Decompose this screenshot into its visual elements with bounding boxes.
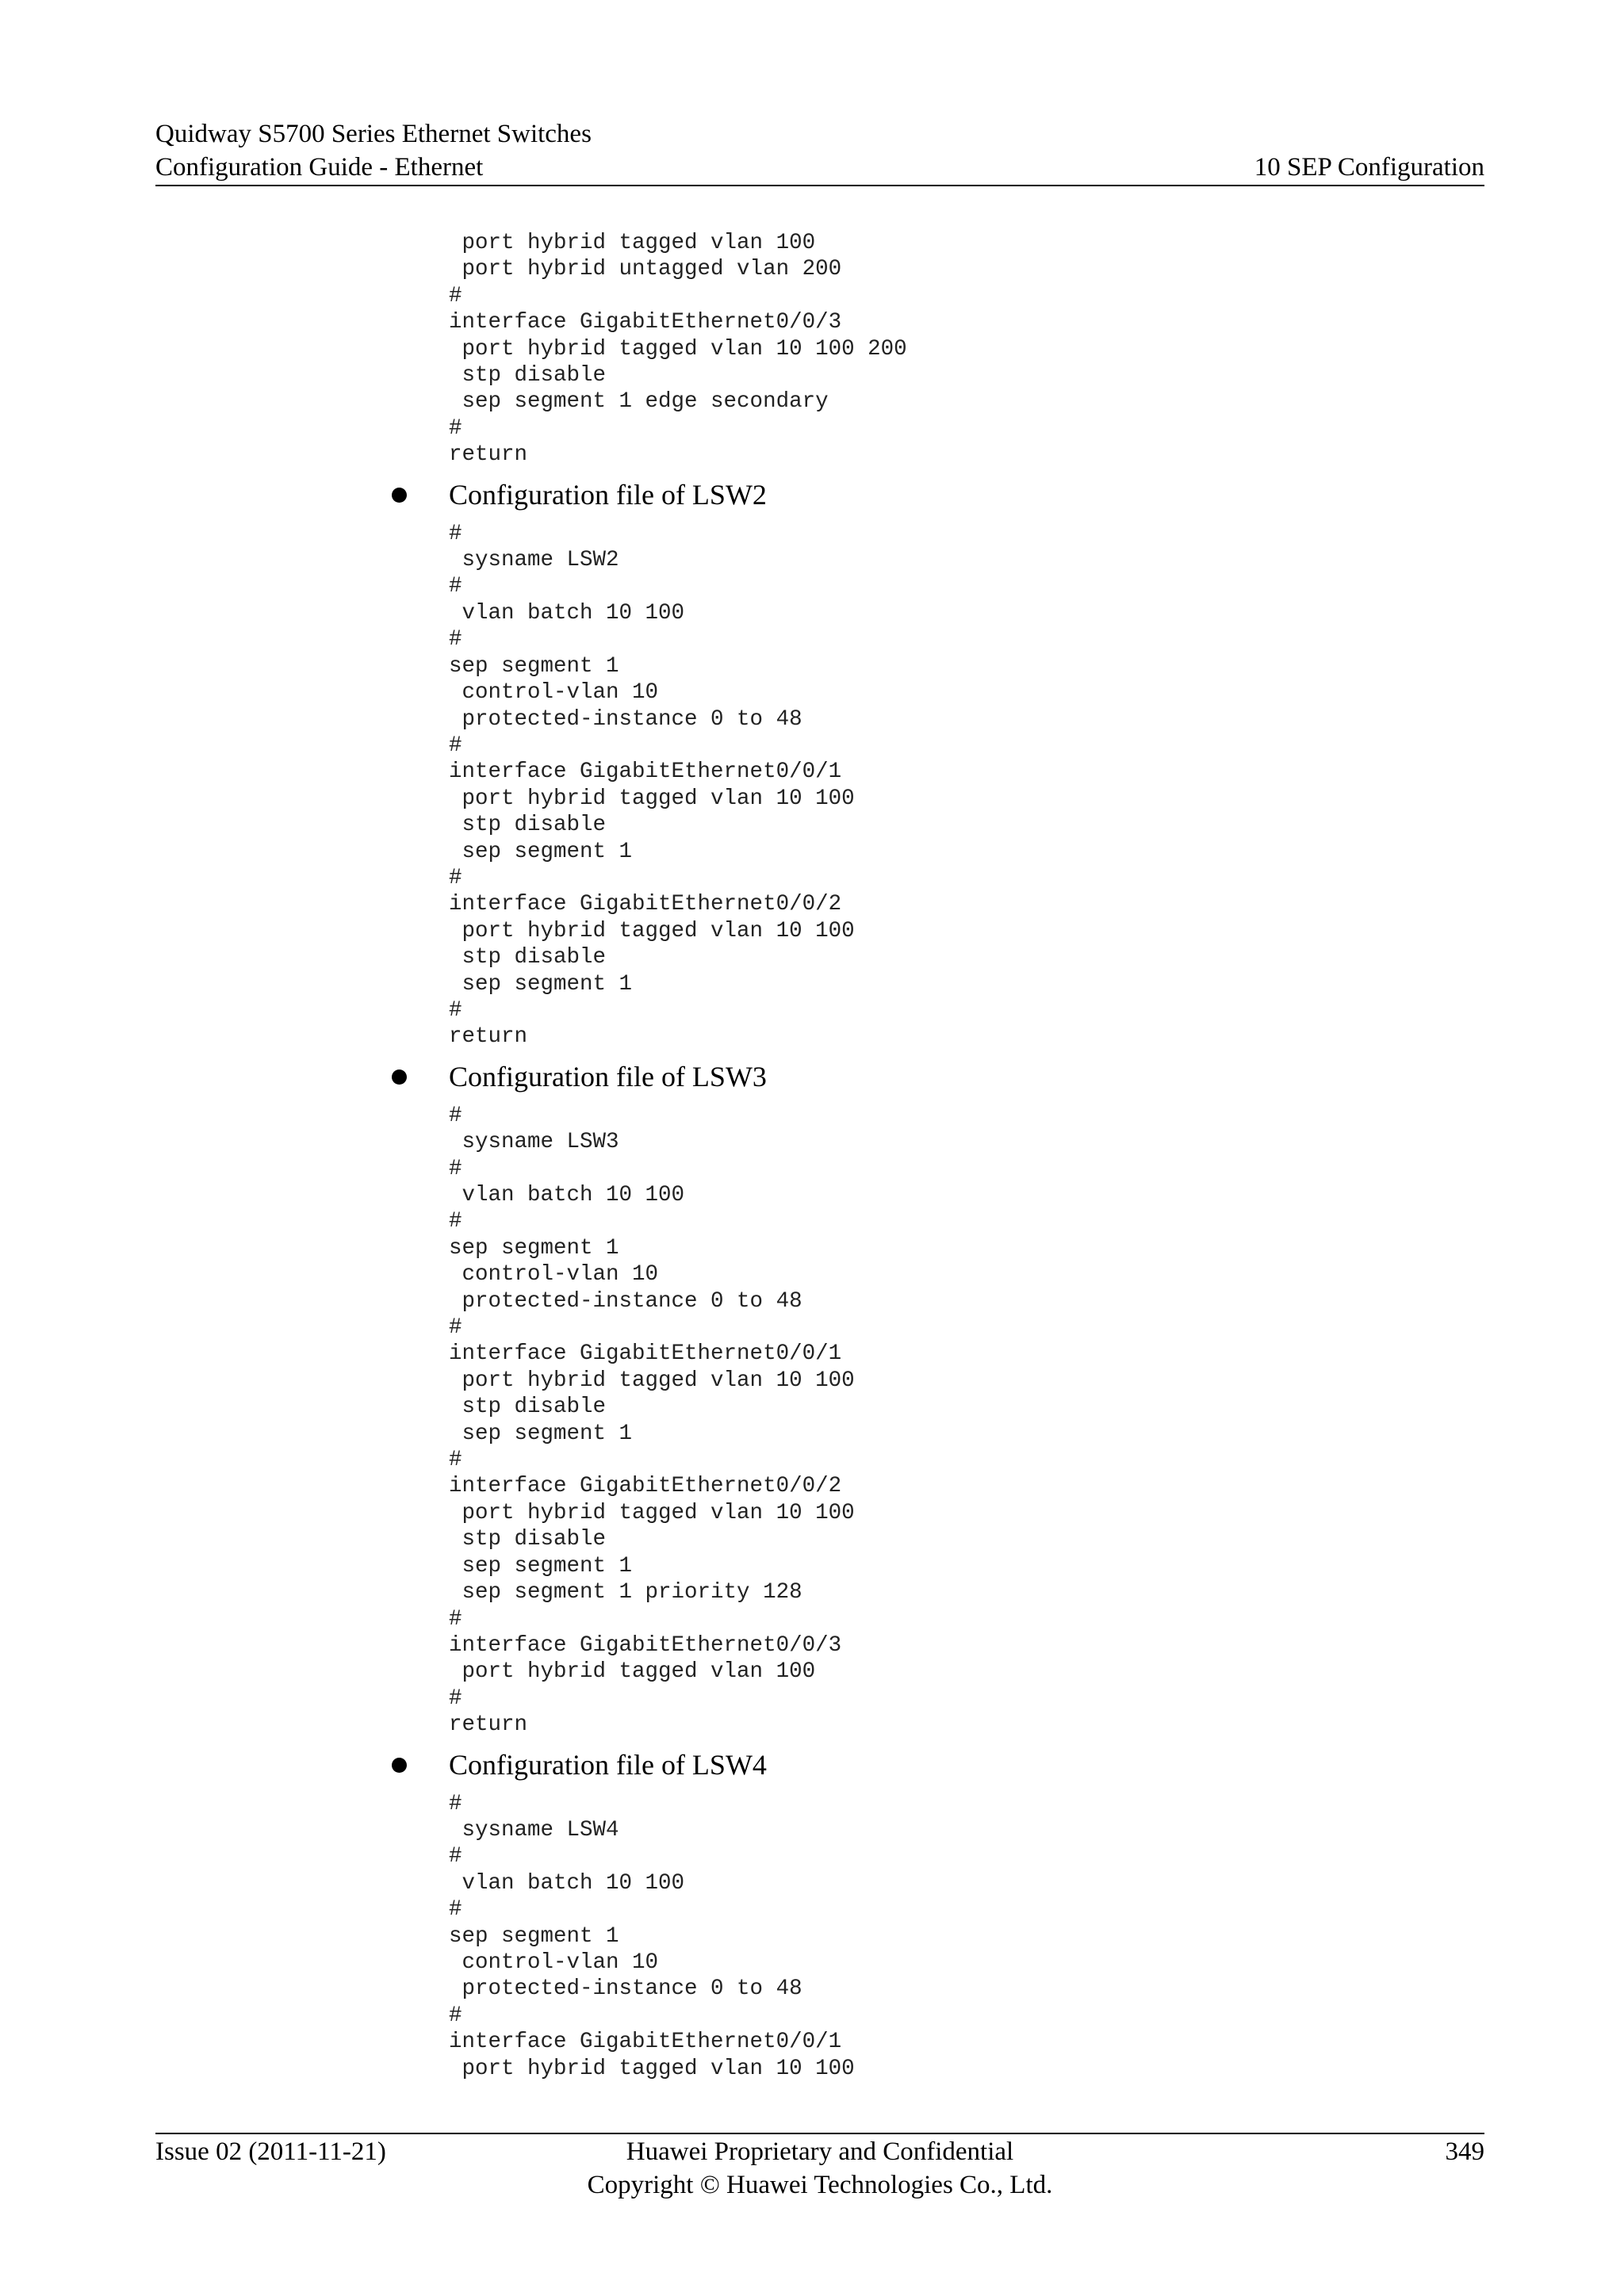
bullet-icon [392, 1758, 407, 1773]
header-divider [155, 185, 1484, 186]
code-block-lsw1-tail: port hybrid tagged vlan 100 port hybrid untagged vlan 200 # interface GigabitEthernet0/0/3 port hybrid tagged vlan 10 100 200 stp disable sep segment 1 edge secondary # return [449, 231, 907, 468]
section-heading-lsw3 [155, 1050, 1484, 1103]
page-header [155, 117, 1484, 184]
code-block-lsw4: # sysname LSW4 # vlan batch 10 100 # sep segment 1 control-vlan 10 protected-instance 0 to 48 # interface GigabitEthernet0/0/1 port hybrid tagged vlan 10 100 [449, 1791, 855, 2081]
footer-divider [155, 2133, 1484, 2134]
footer-center [155, 2135, 1484, 2202]
section-title-lsw4: Configuration file of LSW4 [449, 1748, 767, 1781]
code-block-lsw3: # sysname LSW3 # vlan batch 10 100 # sep segment 1 control-vlan 10 protected-instance 0 to 48 # interface GigabitEthernet0/0/1 port hybrid tagged vlan 10 100 stp disable sep segment 1 # interface GigabitEthernet0/0/2 port hybrid tagged vlan 10 100 stp disable sep segment 1 sep segment 1 priority 128 # interface GigabitEthernet0/0/3 port hybrid tagged vlan 100 # return [449, 1103, 855, 1738]
section-title-lsw2: Configuration file of LSW2 [449, 478, 767, 511]
section-heading-lsw2 [155, 469, 1484, 521]
header-guide-title: Configuration Guide - Ethernet [155, 153, 484, 182]
section-title-lsw3: Configuration file of LSW3 [449, 1060, 767, 1093]
header-row-product [155, 117, 1484, 151]
page-content [155, 230, 1484, 2082]
page-number: 349 [1445, 2137, 1484, 2166]
header-row-guide [155, 151, 1484, 184]
footer-confidential: Huawei Proprietary and Confidential [626, 2137, 1014, 2166]
header-chapter-title: 10 SEP Configuration [1254, 153, 1484, 182]
footer-copyright: Copyright © Huawei Technologies Co., Ltd. [587, 2171, 1053, 2199]
bullet-icon [392, 1070, 407, 1085]
section-heading-lsw4 [155, 1739, 1484, 1791]
bullet-icon [392, 488, 407, 503]
header-product-title: Quidway S5700 Series Ethernet Switches [155, 120, 592, 148]
footer-issue: Issue 02 (2011-11-21) [155, 2137, 386, 2166]
code-block-lsw2: # sysname LSW2 # vlan batch 10 100 # sep segment 1 control-vlan 10 protected-instance 0 to 48 # interface GigabitEthernet0/0/1 port hybrid tagged vlan 10 100 stp disable sep segment 1 # interface GigabitEthernet0/0/2 port hybrid tagged vlan 10 100 stp disable sep segment 1 # return [449, 521, 855, 1050]
